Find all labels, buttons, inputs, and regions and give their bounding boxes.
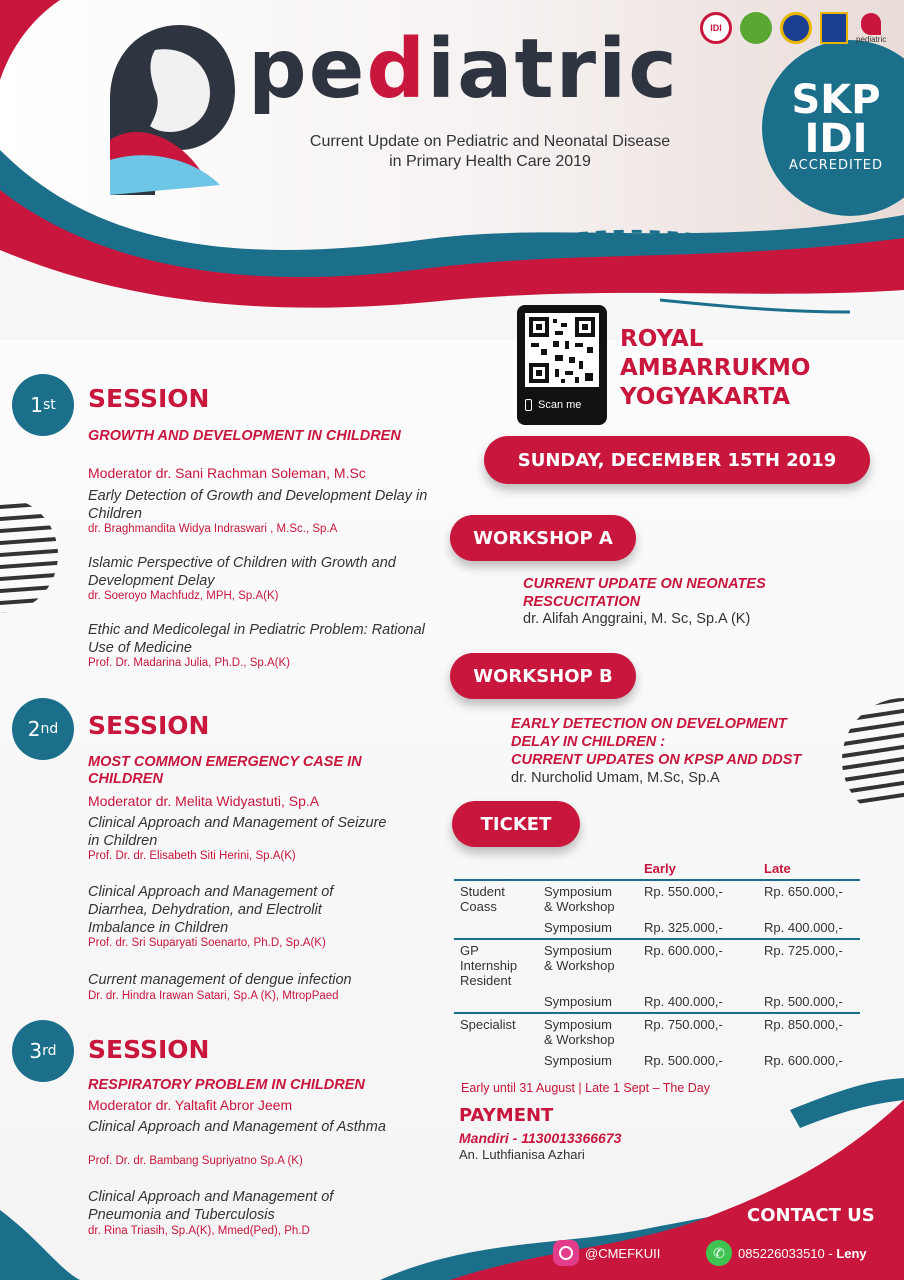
- skp-idi-badge: [770, 77, 904, 173]
- session-2-speaker-3: Dr. dr. Hindra Irawan Satari, Sp.A (K), MtropPaed: [88, 990, 339, 1002]
- session-1-speaker-2: dr. Soeroyo Machfudz, MPH, Sp.A(K): [88, 590, 279, 602]
- subtitle-line-1: Current Update on Pediatric and Neonatal Disease: [309, 133, 671, 150]
- instagram-icon: [553, 1240, 579, 1266]
- ticket-row: [454, 991, 860, 1013]
- badge-skp: SKP: [791, 77, 881, 123]
- ticket-cell-early: Rp. 600.000,-: [638, 939, 758, 991]
- ticket-header-type: [538, 858, 638, 880]
- ticket-cell-late: Rp. 500.000,-: [764, 994, 843, 1009]
- payment-account: Mandiri - 1130013366673: [459, 1130, 622, 1146]
- ticket-cell-late: Rp. 850.000,-: [758, 1013, 860, 1050]
- workshop-b-speaker: dr. Nurcholid Umam, M.Sc, Sp.A: [511, 770, 720, 786]
- session-2-speaker-1: Prof. Dr. dr. Elisabeth Siti Herini, Sp.A(K): [88, 850, 296, 862]
- session-2-topic: MOST COMMON EMERGENCY CASE IN CHILDREN: [88, 754, 362, 787]
- pediatric-small-logo-text: pediatric: [856, 34, 887, 44]
- session-1-talk-1: Early Detection of Growth and Development Delay in Children: [88, 488, 428, 522]
- ticket-cell-category: Specialist: [454, 1013, 538, 1050]
- event-subtitle: [290, 132, 690, 172]
- workshop-b-topic-line-2: DELAY IN CHILDREN :: [511, 734, 666, 750]
- session-2-heading: SESSION: [88, 711, 210, 740]
- workshop-b-pill: [450, 653, 636, 699]
- event-title: pediatric: [248, 22, 679, 117]
- ticket-row: [454, 880, 860, 917]
- pediatric-small-logo-icon: [861, 13, 881, 35]
- session-1-heading: SESSION: [88, 384, 210, 413]
- university-logo-icon: [780, 12, 812, 44]
- ticket-table-header: [454, 858, 860, 880]
- venue-line-1: ROYAL: [620, 326, 704, 352]
- subtitle-line-2: in Primary Health Care 2019: [389, 153, 591, 170]
- ticket-cell-category: Student Coass: [460, 884, 505, 914]
- ticket-pill: [452, 801, 580, 847]
- session-3-moderator: Moderator dr. Yaltafit Abror Jeem: [88, 1097, 293, 1113]
- pediatric-small-logo: [856, 13, 886, 44]
- ticket-cell-category: [454, 991, 538, 1013]
- session-1-badge: 1 st: [12, 374, 74, 436]
- session-1-talk-3: Ethic and Medicolegal in Pediatric Problem: Rational Use of Medicine: [88, 622, 425, 656]
- ticket-row: [454, 939, 860, 991]
- workshop-a-speaker: dr. Alifah Anggraini, M. Sc, Sp.A (K): [523, 611, 751, 627]
- ticket-header-early: Early: [638, 858, 758, 880]
- badge-idi: IDI: [804, 116, 868, 162]
- workshop-a-topic-line-1: CURRENT UPDATE ON NEONATES: [523, 576, 766, 592]
- payment-heading: PAYMENT: [459, 1105, 554, 1126]
- event-date-pill: [484, 436, 870, 484]
- session-1-speaker-3: Prof. Dr. Madarina Julia, Ph.D., Sp.A(K): [88, 657, 290, 669]
- ticket-cell-category: GP Internship Resident: [454, 939, 538, 991]
- whatsapp-number: 085226033510 -: [738, 1245, 837, 1261]
- session-1-speaker-1: dr. Braghmandita Widya Indraswari , M.Sc., Sp.A: [88, 523, 338, 535]
- ticket-cell-type: Symposium & Workshop: [544, 884, 615, 914]
- session-1-talk-2: Islamic Perspective of Children with Growth and Development Delay: [88, 555, 396, 589]
- session-3-speaker-2: dr. Rina Triasih, Sp.A(K), Mmed(Ped), Ph.D: [88, 1225, 310, 1237]
- instagram-handle: @CMEFKUII: [585, 1245, 661, 1261]
- instagram-contact[interactable]: [553, 1240, 660, 1266]
- session-2-talk-1: Clinical Approach and Management of Seizure in Children: [88, 815, 387, 849]
- workshop-a-topic: [523, 575, 766, 611]
- ticket-cell-late: Rp. 725.000,-: [758, 939, 860, 991]
- session-3-topic: RESPIRATORY PROBLEM IN CHILDREN: [88, 1077, 365, 1093]
- workshop-a-pill: [450, 515, 636, 561]
- ticket-cell-late: Rp. 650.000,-: [764, 884, 843, 899]
- workshop-b-topic-line-1: EARLY DETECTION ON DEVELOPMENT: [511, 716, 787, 732]
- workshop-b-topic-line-3: CURRENT UPDATES ON KPSP AND DDST: [511, 752, 802, 768]
- venue-line-2: AMBARRUKMO: [620, 355, 811, 381]
- ticket-cell-type: Symposium & Workshop: [538, 939, 638, 991]
- partner-logos: [700, 12, 886, 44]
- ticket-row: [454, 1013, 860, 1050]
- ticket-note: Early until 31 August | Late 1 Sept – The Day: [461, 1081, 711, 1095]
- session-2-talk-2: Clinical Approach and Management of Diarrhea, Dehydration, and Electrolit Imbalance in Children: [88, 884, 334, 936]
- qr-scan-label: [525, 399, 599, 411]
- whatsapp-contact[interactable]: [706, 1240, 867, 1266]
- ticket-cell-type: Symposium: [544, 920, 612, 935]
- ticket-cell-type: Symposium: [544, 1053, 612, 1068]
- contact-person: Leny: [836, 1245, 867, 1261]
- session-3-talk-2: Clinical Approach and Management of Pneumonia and Tuberculosis: [88, 1189, 334, 1223]
- ticket-cell-late: Rp. 400.000,-: [764, 920, 843, 935]
- workshop-b-topic: [511, 715, 801, 769]
- ticket-cell-early: Rp. 500.000,-: [644, 1053, 723, 1068]
- event-date: SUNDAY, DECEMBER 15TH 2019: [517, 449, 837, 471]
- qr-code-icon: [525, 313, 599, 387]
- idai-logo-icon: IDI: [700, 12, 732, 44]
- session-2-talk-3: Current management of dengue infection: [88, 972, 352, 988]
- ticket-cell-early: Rp. 325.000,-: [644, 920, 723, 935]
- workshop-a-label: WORKSHOP A: [473, 527, 613, 549]
- phone-icon: [525, 399, 532, 411]
- session-3-speaker-1: Prof. Dr. dr. Bambang Supriyatno Sp.A (K): [88, 1155, 303, 1167]
- session-3-badge: 3 rd: [12, 1020, 74, 1082]
- ticket-cell-late: Rp. 600.000,-: [764, 1053, 843, 1068]
- workshop-a-topic-line-2: RESCUCITATION: [523, 594, 641, 610]
- venue-line-3: YOGYAKARTA: [620, 384, 791, 410]
- contact-heading: CONTACT US: [747, 1205, 875, 1226]
- session-3-heading: SESSION: [88, 1035, 210, 1064]
- pediatric-logo-mark: [100, 20, 240, 200]
- ticket-row: [454, 1050, 860, 1071]
- session-1-moderator: Moderator dr. Sani Rachman Soleman, M.Sc: [88, 465, 366, 481]
- session-2-badge: 2 nd: [12, 698, 74, 760]
- ticket-header-late: Late: [758, 858, 860, 880]
- ticket-row: [454, 917, 860, 939]
- session-3-talk-1: Clinical Approach and Management of Asthma: [88, 1119, 386, 1135]
- ticket-header-category: [454, 858, 538, 880]
- ticket-cell-type: Symposium: [544, 994, 612, 1009]
- ticket-cell-early: Rp. 750.000,-: [638, 1013, 758, 1050]
- session-1-topic: GROWTH AND DEVELOPMENT IN CHILDREN: [88, 428, 401, 444]
- ticket-cell-early: Rp. 400.000,-: [644, 994, 723, 1009]
- ticket-price-table: [454, 858, 860, 1071]
- ticket-cell-early: Rp. 550.000,-: [644, 884, 723, 899]
- badge-accredited: ACCREDITED: [788, 158, 884, 173]
- ticket-cell-type: Symposium & Workshop: [538, 1013, 638, 1050]
- venue-name: [620, 325, 810, 412]
- session-2-speaker-2: Prof. dr. Sri Suparyati Soenarto, Ph.D, Sp.A(K): [88, 937, 326, 949]
- qr-code-card[interactable]: [517, 305, 607, 425]
- organization-logo-icon: [740, 12, 772, 44]
- qr-label-text: Scan me: [538, 399, 582, 411]
- faculty-logo-icon: [820, 12, 848, 44]
- payment-holder: An. Luthfianisa Azhari: [459, 1147, 585, 1162]
- ticket-cell-category: [454, 1050, 538, 1071]
- workshop-b-label: WORKSHOP B: [473, 665, 613, 687]
- whatsapp-icon: ✆: [706, 1240, 732, 1266]
- ticket-label: TICKET: [480, 813, 552, 835]
- ticket-cell-category: [454, 917, 538, 939]
- session-2-moderator: Moderator dr. Melita Widyastuti, Sp.A: [88, 793, 320, 809]
